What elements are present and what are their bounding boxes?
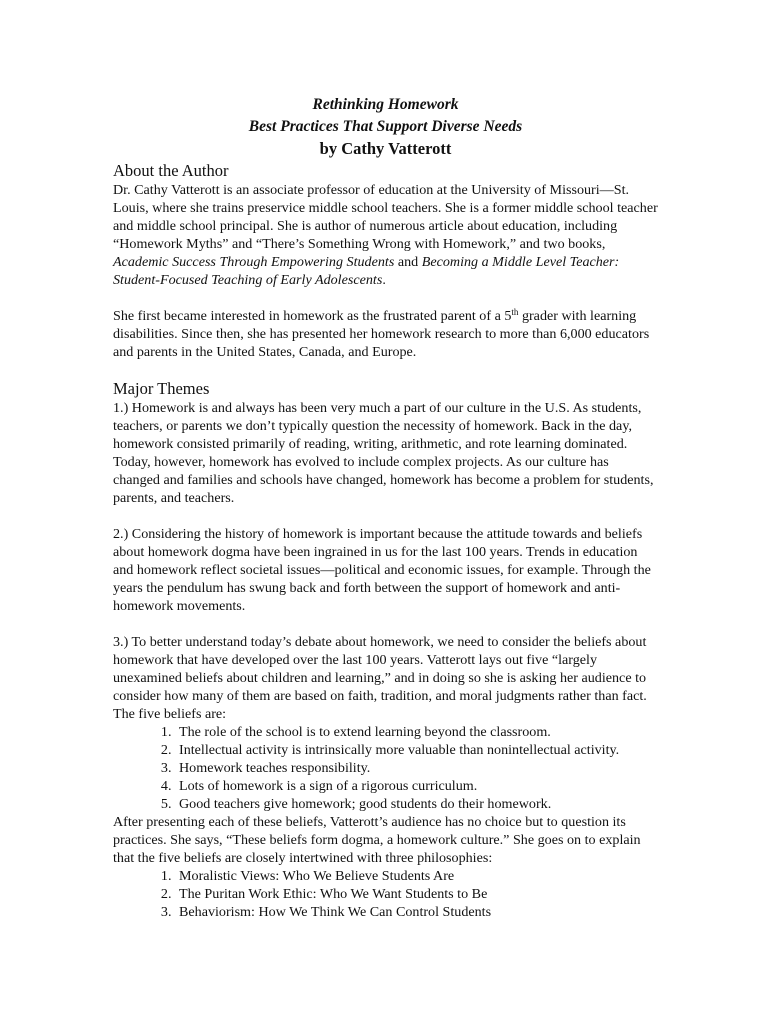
list-item: 1. Moralistic Views: Who We Believe Students Are xyxy=(175,867,658,885)
theme-paragraph-3: 3.) To better understand today’s debate about homework, we need to consider the beliefs about homework that have developed over the last 100 years. Vatterott lays out five “largely unexamined beliefs about children and learning,” and in doing so she is asking her audience to consider how many of them are based on faith, tradition, and moral judgments rather than fact. The five beliefs are: xyxy=(113,634,647,722)
about-paragraph-1 xyxy=(113,181,658,289)
theme-paragraph-1: 1.) Homework is and always has been very much a part of our culture in the U.S. As students, teachers, or parents we don’t typically question the necessity of homework. Back in the day, homework consisted primarily of reading, writing, arithmetic, and rote learning dominated. Today, however, homework has evolved to include complex projects. As our culture has changed and families and schools have changed, homework has become a problem for students, parents, and teachers. xyxy=(113,400,654,506)
title-block xyxy=(113,94,658,160)
list-item: 3. Homework teaches responsibility. xyxy=(175,759,658,777)
theme-paragraph-2: 2.) Considering the history of homework is important because the attitude towards and beliefs about homework dogma have been ingrained in us for the last 100 years. Trends in education and homework reflect societal issues—political and economic issues, for example. Through the years the pendulum has swung back and forth between the support of homework and anti-homework movements. xyxy=(113,526,651,614)
about-p2-text-b: grader with learning disabilities. Since then, she has presented her homework research to more than 6,000 educators and parents in the United States, Canada, and Europe. xyxy=(113,308,650,360)
about-p2-superscript: th xyxy=(511,307,519,317)
document-title: Rethinking Homework xyxy=(312,96,459,113)
list-item: 5. Good teachers give homework; good students do their homework. xyxy=(175,795,658,813)
list-item: 2. The Puritan Work Ethic: Who We Want Students to Be xyxy=(175,885,658,903)
list-item: 2. Intellectual activity is intrinsically more valuable than nonintellectual activity. xyxy=(175,741,658,759)
about-p1-text: Dr. Cathy Vatterott is an associate professor of education at the University of Missouri—St. Louis, where she trains preservice middle school teachers. She is a former middle school teacher and middle school principal. She is author of numerous article about education, including “Homework Myths” and “There’s Something Wrong with Homework,” and two books, xyxy=(113,182,658,252)
about-p1-and: and xyxy=(394,254,422,270)
about-paragraph-2 xyxy=(113,307,658,361)
beliefs-list xyxy=(113,723,658,813)
document-subtitle: Best Practices That Support Diverse Needs xyxy=(248,118,523,135)
document-author: by Cathy Vatterott xyxy=(319,139,452,158)
about-p2-text-a: She first became interested in homework as the frustrated parent of a 5 xyxy=(113,308,512,324)
list-item: 3. Behaviorism: How We Think We Can Control Students xyxy=(175,903,658,921)
list-item: 4. Lots of homework is a sign of a rigorous curriculum. xyxy=(175,777,658,795)
after-beliefs-paragraph: After presenting each of these beliefs, Vatterott’s audience has no choice but to question its practices. She says, “These beliefs form dogma, a homework culture.” She goes on to explain that the five beliefs are closely intertwined with three philosophies: xyxy=(113,814,641,866)
book-title-2: Becoming a Middle Level Teacher: Student-Focused Teaching of Early Adolescents xyxy=(113,254,620,288)
about-author-heading: About the Author xyxy=(113,161,229,180)
about-p1-end: . xyxy=(382,272,386,288)
list-item: 1. The role of the school is to extend learning beyond the classroom. xyxy=(175,723,658,741)
major-themes-heading: Major Themes xyxy=(113,379,210,398)
philosophies-list xyxy=(113,867,658,921)
book-title-1: Academic Success Through Empowering Students xyxy=(113,254,395,270)
